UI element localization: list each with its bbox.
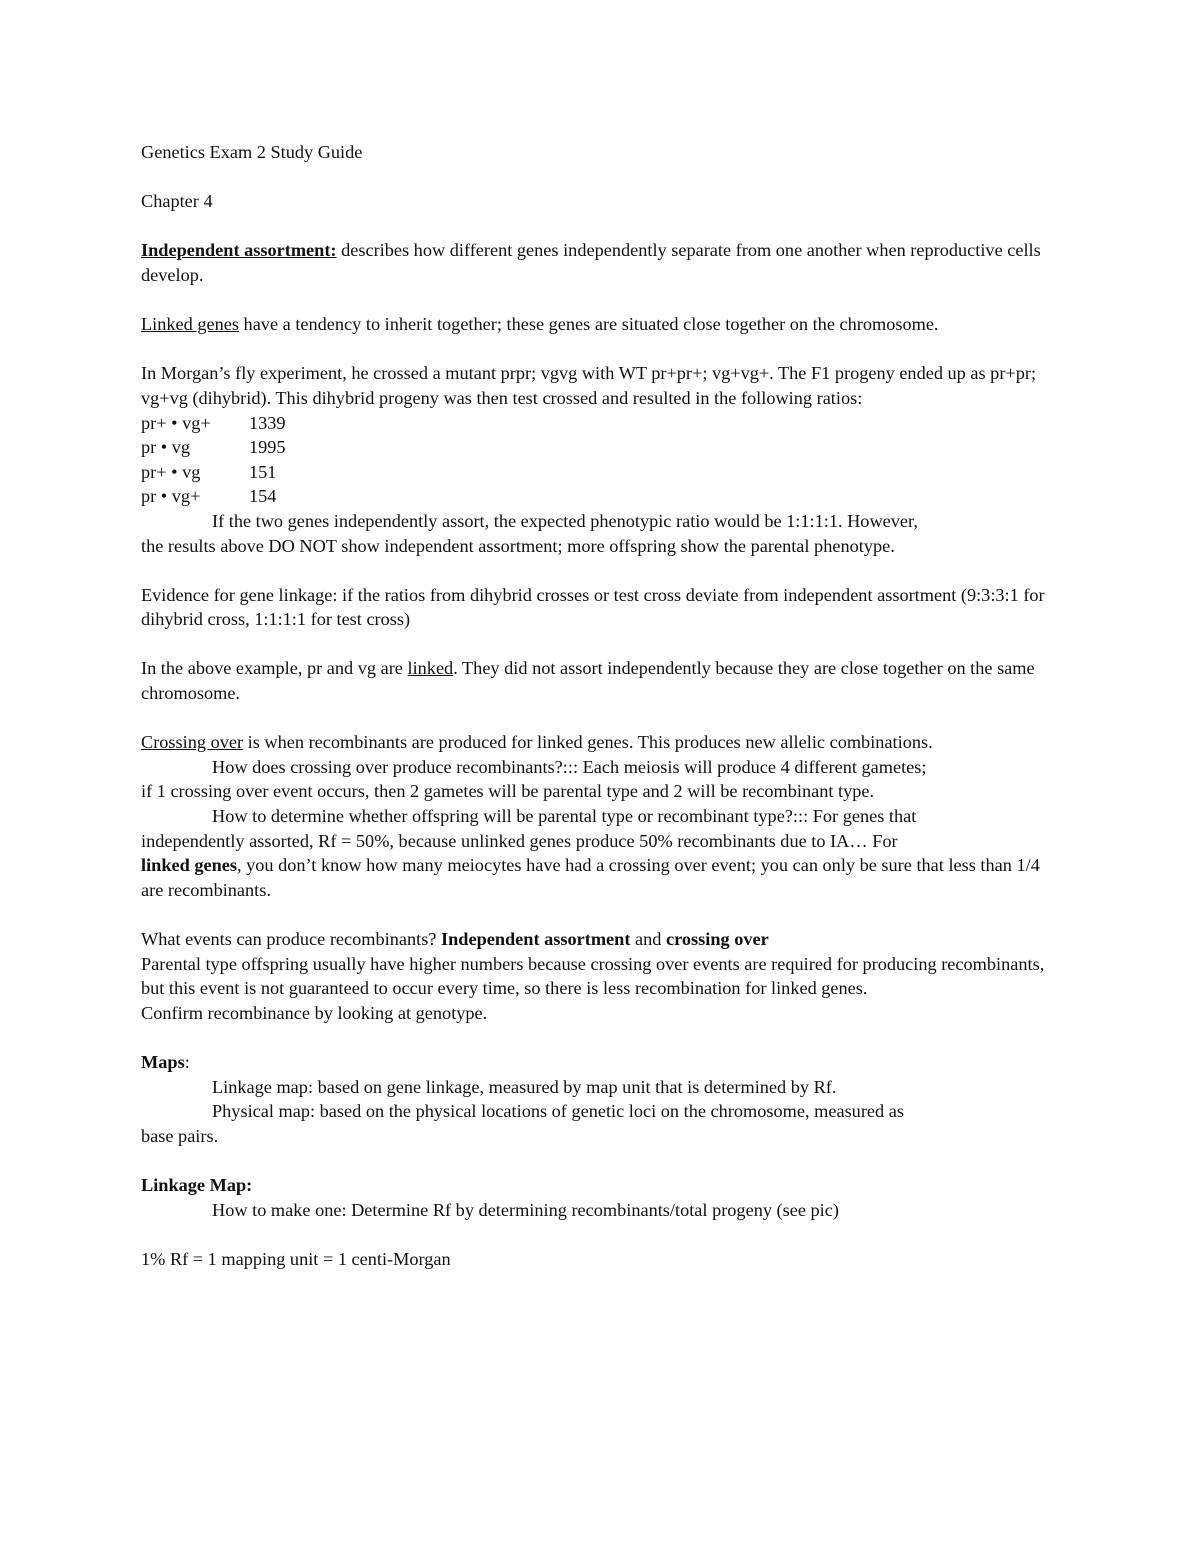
independent-assortment-paragraph xyxy=(141,238,1061,287)
crossing-over-paragraph: Crossing over is when recombinants are produced for linked genes. This produces new allelic combinations. xyxy=(141,732,933,753)
term-linked-genes-bold: linked genes xyxy=(141,855,237,876)
crossing-over-question-2: How to determine whether offspring will be parental type or recombinant type?::: For genes that independently assorted, Rf = 50%, because unlinked genes produce 50% recombinants due to IA… For linked genes, you don’t know how many meiocytes have had a crossing over event; you can only be sure that less than 1/4 are recombinants. xyxy=(141,806,1040,900)
above-example-paragraph: In the above example, pr and vg are linked. They did not assort independently because they are close together on the same chromosome. xyxy=(141,658,1035,704)
linked-genes-text: have a tendency to inherit together; these genes are situated close together on the chromosome. xyxy=(238,314,939,335)
crossing-over-question-1: How does crossing over produce recombinants?::: Each meiosis will produce 4 different gametes; if 1 crossing over event occurs, then 2 gametes will be parental type and 2 will be recombinant type. xyxy=(141,756,927,802)
term-linked-genes: Linked genes xyxy=(141,314,239,335)
mapping-unit-definition: 1% Rf = 1 mapping unit = 1 centi-Morgan xyxy=(141,1248,451,1269)
ratio-genotype: pr • vg+ xyxy=(141,486,201,507)
linkage-map-heading: Linkage Map: xyxy=(141,1174,253,1195)
ratio-note: If the two genes independently assort, the expected phenotypic ratio would be 1:1:1:1. However, the results above DO NOT show independent assortment; more offspring show the parental phenotype. xyxy=(141,510,918,556)
term-independent-assortment: Independent assortment: xyxy=(141,240,337,261)
evidence-paragraph: Evidence for gene linkage: if the ratios from dihybrid crosses or test cross deviate from independent assortment (9:3:3:1 for dihybrid cross, 1:1:1:1 for test cross) xyxy=(141,584,1045,630)
ratio-row xyxy=(141,460,1061,485)
document-body xyxy=(141,140,1061,1271)
ratio-row xyxy=(141,484,1061,509)
confirm-paragraph: Confirm recombinance by looking at genotype. xyxy=(141,1002,488,1023)
events-question: What events can produce recombinants? Independent assortment and crossing over xyxy=(141,929,769,949)
linked-genes-paragraph xyxy=(141,312,1061,337)
ratio-genotype: pr+ • vg xyxy=(141,461,201,482)
parental-paragraph: Parental type offspring usually have higher numbers because crossing over events are required for producing recombinants, but this event is not guaranteed to occur every time, so there is less recombination for linked genes. xyxy=(141,953,1045,999)
independent-assortment-text: describes how different genes independently separate from one another when reproductive cells develop. xyxy=(141,240,1041,285)
document-title: Genetics Exam 2 Study Guide xyxy=(141,142,363,162)
ratio-row xyxy=(141,411,1061,436)
chapter-heading: Chapter 4 xyxy=(141,191,213,212)
term-crossing-over: Crossing over xyxy=(141,732,244,753)
linkage-map-how: How to make one: Determine Rf by determining recombinants/total progeny (see pic) xyxy=(212,1199,839,1220)
ratio-count: 151 xyxy=(249,461,277,482)
ratio-genotype: pr+ • vg+ xyxy=(141,412,211,433)
maps-heading: Maps: xyxy=(141,1051,190,1072)
ratio-count: 1995 xyxy=(249,437,286,458)
term-linked: linked xyxy=(407,658,454,679)
linkage-map-definition: Linkage map: based on gene linkage, measured by map unit that is determined by Rf. xyxy=(212,1076,837,1097)
physical-map-definition: Physical map: based on the physical locations of genetic loci on the chromosome, measured as base pairs. xyxy=(141,1101,904,1146)
ratio-count: 1339 xyxy=(249,412,286,433)
morgan-experiment-paragraph: In Morgan’s fly experiment, he crossed a mutant prpr; vgvg with WT pr+pr+; vg+vg+. The F1 progeny ended up as pr+pr; vg+vg (dihybrid). This dihybrid progeny was then test crossed and resulted in the following ratios: xyxy=(141,363,1037,408)
ratio-count: 154 xyxy=(249,486,277,507)
ratio-row xyxy=(141,435,1061,460)
ratio-genotype: pr • vg xyxy=(141,437,191,458)
